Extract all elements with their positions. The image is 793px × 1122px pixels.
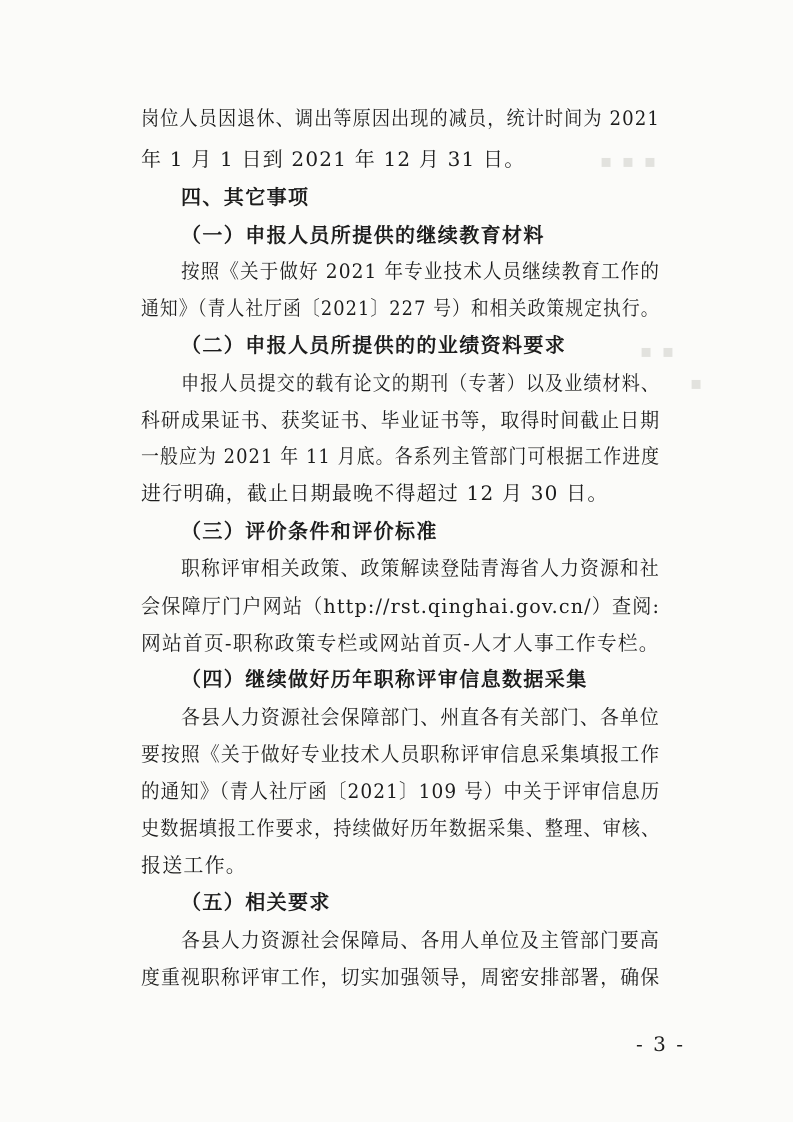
bleed-through-texture: ▪ ▪ bbox=[640, 341, 677, 362]
bleed-through-texture: ▪ bbox=[690, 373, 705, 394]
section-heading: 四、其它事项 bbox=[181, 185, 310, 209]
body-line: 职称评审相关政策、政策解读登陆青海省人力资源和社 bbox=[181, 556, 660, 580]
body-line: 报送工作。 bbox=[141, 853, 247, 877]
subsection-heading: （三）评价条件和评价标准 bbox=[181, 519, 438, 543]
subsection-heading: （五）相关要求 bbox=[181, 890, 331, 914]
body-line: 进行明确，截止日期最晚不得超过 12 月 30 日。 bbox=[141, 481, 609, 505]
subsection-heading: （一）申报人员所提供的继续教育材料 bbox=[181, 223, 545, 247]
body-line: 一般应为 2021 年 11 月底。各系列主管部门可根据工作进度 bbox=[141, 444, 661, 468]
body-line: 按照《关于做好 2021 年专业技术人员继续教育工作的 bbox=[181, 259, 661, 283]
body-line: 通知》（青人社厅函〔2021〕227 号）和相关政策规定执行。 bbox=[141, 296, 660, 320]
body-line: 史数据填报工作要求，持续做好历年数据采集、整理、审核、 bbox=[141, 816, 661, 840]
subsection-heading: （二）申报人员所提供的的业绩资料要求 bbox=[181, 333, 567, 357]
body-line: 科研成果证书、获奖证书、毕业证书等，取得时间截止日期 bbox=[141, 408, 661, 432]
body-line: 各县人力资源社会保障局、各用人单位及主管部门要高 bbox=[181, 928, 660, 952]
body-line: 年 1 月 1 日到 2021 年 12 月 31 日。 bbox=[141, 147, 526, 171]
body-line: 度重视职称评审工作，切实加强领导，周密安排部署，确保 bbox=[141, 965, 661, 989]
body-line: 网站首页-职称政策专栏或网站首页-人才人事工作专栏。 bbox=[141, 631, 660, 655]
body-line: 申报人员提交的载有论文的期刊（专著）以及业绩材料、 bbox=[181, 371, 661, 395]
body-line: 各县人力资源社会保障部门、州直各有关部门、各单位 bbox=[181, 705, 660, 729]
body-line: 的通知》（青人社厅函〔2021〕109 号）中关于评审信息历 bbox=[141, 779, 661, 803]
body-line: 会保障厅门户网站（http://rst.qinghai.gov.cn/）查阅: bbox=[141, 594, 661, 618]
body-line: 岗位人员因退休、调出等原因出现的减员，统计时间为 2021 bbox=[141, 106, 661, 130]
bleed-through-texture: ▪ ▪ ▪ bbox=[600, 151, 659, 172]
page-number: - 3 - bbox=[636, 1032, 685, 1056]
body-line: 要按照《关于做好专业技术人员职称评审信息采集填报工作 bbox=[141, 742, 661, 766]
subsection-heading: （四）继续做好历年职称评审信息数据采集 bbox=[181, 667, 588, 691]
